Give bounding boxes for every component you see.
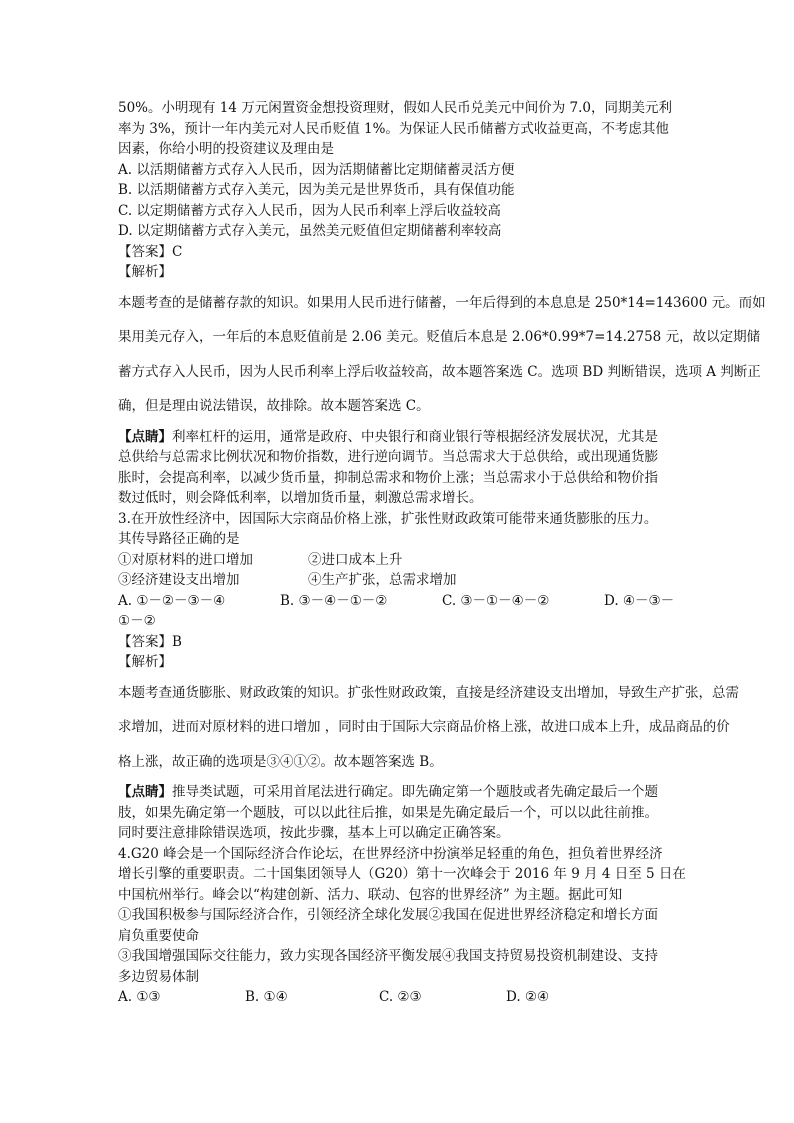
note-line: 总供给与总需求比例状况和物价指数，进行逆向调节。当总需求大于总供给，或出现通货膨: [118, 449, 658, 465]
question-3: [118, 509, 778, 844]
analysis-body: [118, 293, 778, 417]
note-line: 数过低时，则会降低利率，以增加货币量，刺激总需求增长。: [118, 490, 483, 506]
note-line: [118, 427, 778, 448]
option-c: C. 以定期储蓄方式存入人民币，因为人民币利率上浮后收益较高: [118, 202, 501, 219]
exam-page: [118, 98, 778, 1008]
options-row: [118, 591, 778, 612]
option-d: D. ②④: [506, 989, 550, 1005]
item-2: ②进口成本上升: [308, 551, 403, 568]
statement-line: ③我国增强国际交往能力，致力实现各国经济平衡发展④我国支持贸易投资机制建设、支持: [118, 948, 658, 964]
option-b: B. ①④: [245, 989, 288, 1005]
items-row: [118, 550, 778, 571]
question-2: [118, 98, 778, 509]
note-line: 肢，如果先确定第一个题肢，可以以此往后推，如果是先确定最后一个，可以以此往前推。: [118, 804, 658, 821]
analysis-line: 果用美元存入，一年后的本息贬值前是 2.06 美元。贬值后本息是 2.06*0.99*7=14.2758 元，故以定期储: [118, 329, 761, 345]
question-text-line: 中国杭州举行。峰会以“构建创新、活力、联动、包容的世界经济” 为主题。据此可知: [118, 886, 623, 903]
question-4: [118, 844, 778, 1008]
note-label: 【点睛】: [118, 428, 172, 445]
question-text-line: 增长引擎的重要职责。二十国集团领导人（G20）第十一次峰会于 2016 年 9 月 4 日至 5 日在: [118, 866, 686, 882]
option-d: D. 以定期储蓄方式存入美元，虽然美元贬值但定期储蓄利率较高: [118, 223, 502, 239]
analysis-line: 蓄方式存入人民币，因为人民币利率上浮后收益较高，故本题答案选 C。选项 BD 判断错误，选项 A 判断正: [118, 363, 761, 380]
question-text-line: 率为 3%，预计一年内美元对人民币贬值 1%。为保证人民币储蓄方式收益更高，不考虑其他: [118, 120, 669, 137]
option-b: B. 以活期储蓄方式存入美元，因为美元是世界货币，具有保值功能: [118, 182, 515, 198]
option-a: A. 以活期储蓄方式存入人民币，因为活期储蓄比定期储蓄灵活方便: [118, 161, 515, 178]
note-text: 推导类试题，可采用首尾法进行确定。即先确定第一个题肢或者先确定最后一个题: [172, 784, 658, 800]
note-label: 【点睛】: [118, 784, 172, 800]
question-text-line: 其传导路径正确的是: [118, 531, 240, 547]
question-text-line: 4.G20 峰会是一个国际经济合作论坛，在世界经济中扮演举足轻重的角色，担负着世界经济: [118, 845, 663, 862]
question-text-line: 50%。小明现有 14 万元闲置资金想投资理财，假如人民币兑美元中间价为 7.0，同期美元利: [118, 100, 673, 116]
analysis-label: 【解析】: [118, 264, 172, 280]
options-row: [118, 987, 778, 1008]
answer-label: 【答案】B: [118, 633, 182, 650]
option-a: A. ①－②－③－④: [118, 592, 226, 609]
option-c: C. ②③: [379, 989, 422, 1005]
statement-line: 肩负重要使命: [118, 927, 199, 944]
note-text: 利率杠杆的运用，通常是政府、中央银行和商业银行等根据经济发展状况，尤其是: [172, 428, 658, 445]
statement-line: 多边贸易体制: [118, 968, 199, 985]
analysis-label: 【解析】: [118, 654, 172, 670]
option-d: D. ④－③－: [604, 592, 675, 609]
analysis-line: 求增加，进而对原材料的进口增加 ，同时由于国际大宗商品价格上涨，故进口成本上升，成品商品的价: [118, 719, 730, 735]
note-line: 胀时，会提高利率，以减少货币量，抑制总需求和物价上涨；当总需求小于总供给和物价指: [118, 469, 658, 486]
item-1: ①对原材料的进口增加: [118, 551, 253, 568]
analysis-line: 本题考查通货膨胀、财政政策的知识。扩张性财政政策，直接是经济建设支出增加，导致生产扩张，总需: [118, 684, 739, 701]
option-d-continued: ①－②: [118, 613, 156, 629]
option-b: B. ③－④－①－②: [280, 592, 388, 609]
items-row: [118, 570, 778, 591]
analysis-line: 本题考查的是储蓄存款的知识。如果用人民币进行储蓄，一年后得到的本息息是 250*14=143600 元。而如: [118, 294, 766, 311]
item-4: ④生产扩张，总需求增加: [308, 572, 457, 588]
note-line: 同时要注意排除错误选项，按此步骤，基本上可以确定正确答案。: [118, 825, 510, 841]
option-a: A. ①③: [118, 989, 161, 1005]
answer-label: 【答案】C: [118, 243, 183, 260]
item-3: ③经济建设支出增加: [118, 572, 240, 588]
analysis-body: [118, 683, 778, 773]
question-text-line: 因素，你给小明的投资建议及理由是: [118, 141, 334, 157]
option-c: C. ③－①－④－②: [442, 592, 550, 609]
statement-line: ①我国积极参与国际经济合作，引领经济全球化发展②我国在促进世界经济稳定和增长方面: [118, 907, 658, 923]
analysis-line: 确，但是理由说法错误，故排除。故本题答案选 C。: [118, 398, 430, 414]
question-text-line: 3.在开放性经济中，因国际大宗商品价格上涨，扩张性财政政策可能带来通货膨胀的压力。: [118, 510, 658, 527]
note-line: [118, 782, 778, 803]
analysis-line: 格上涨，故正确的选项是③④①②。故本题答案选 B。: [118, 753, 443, 770]
